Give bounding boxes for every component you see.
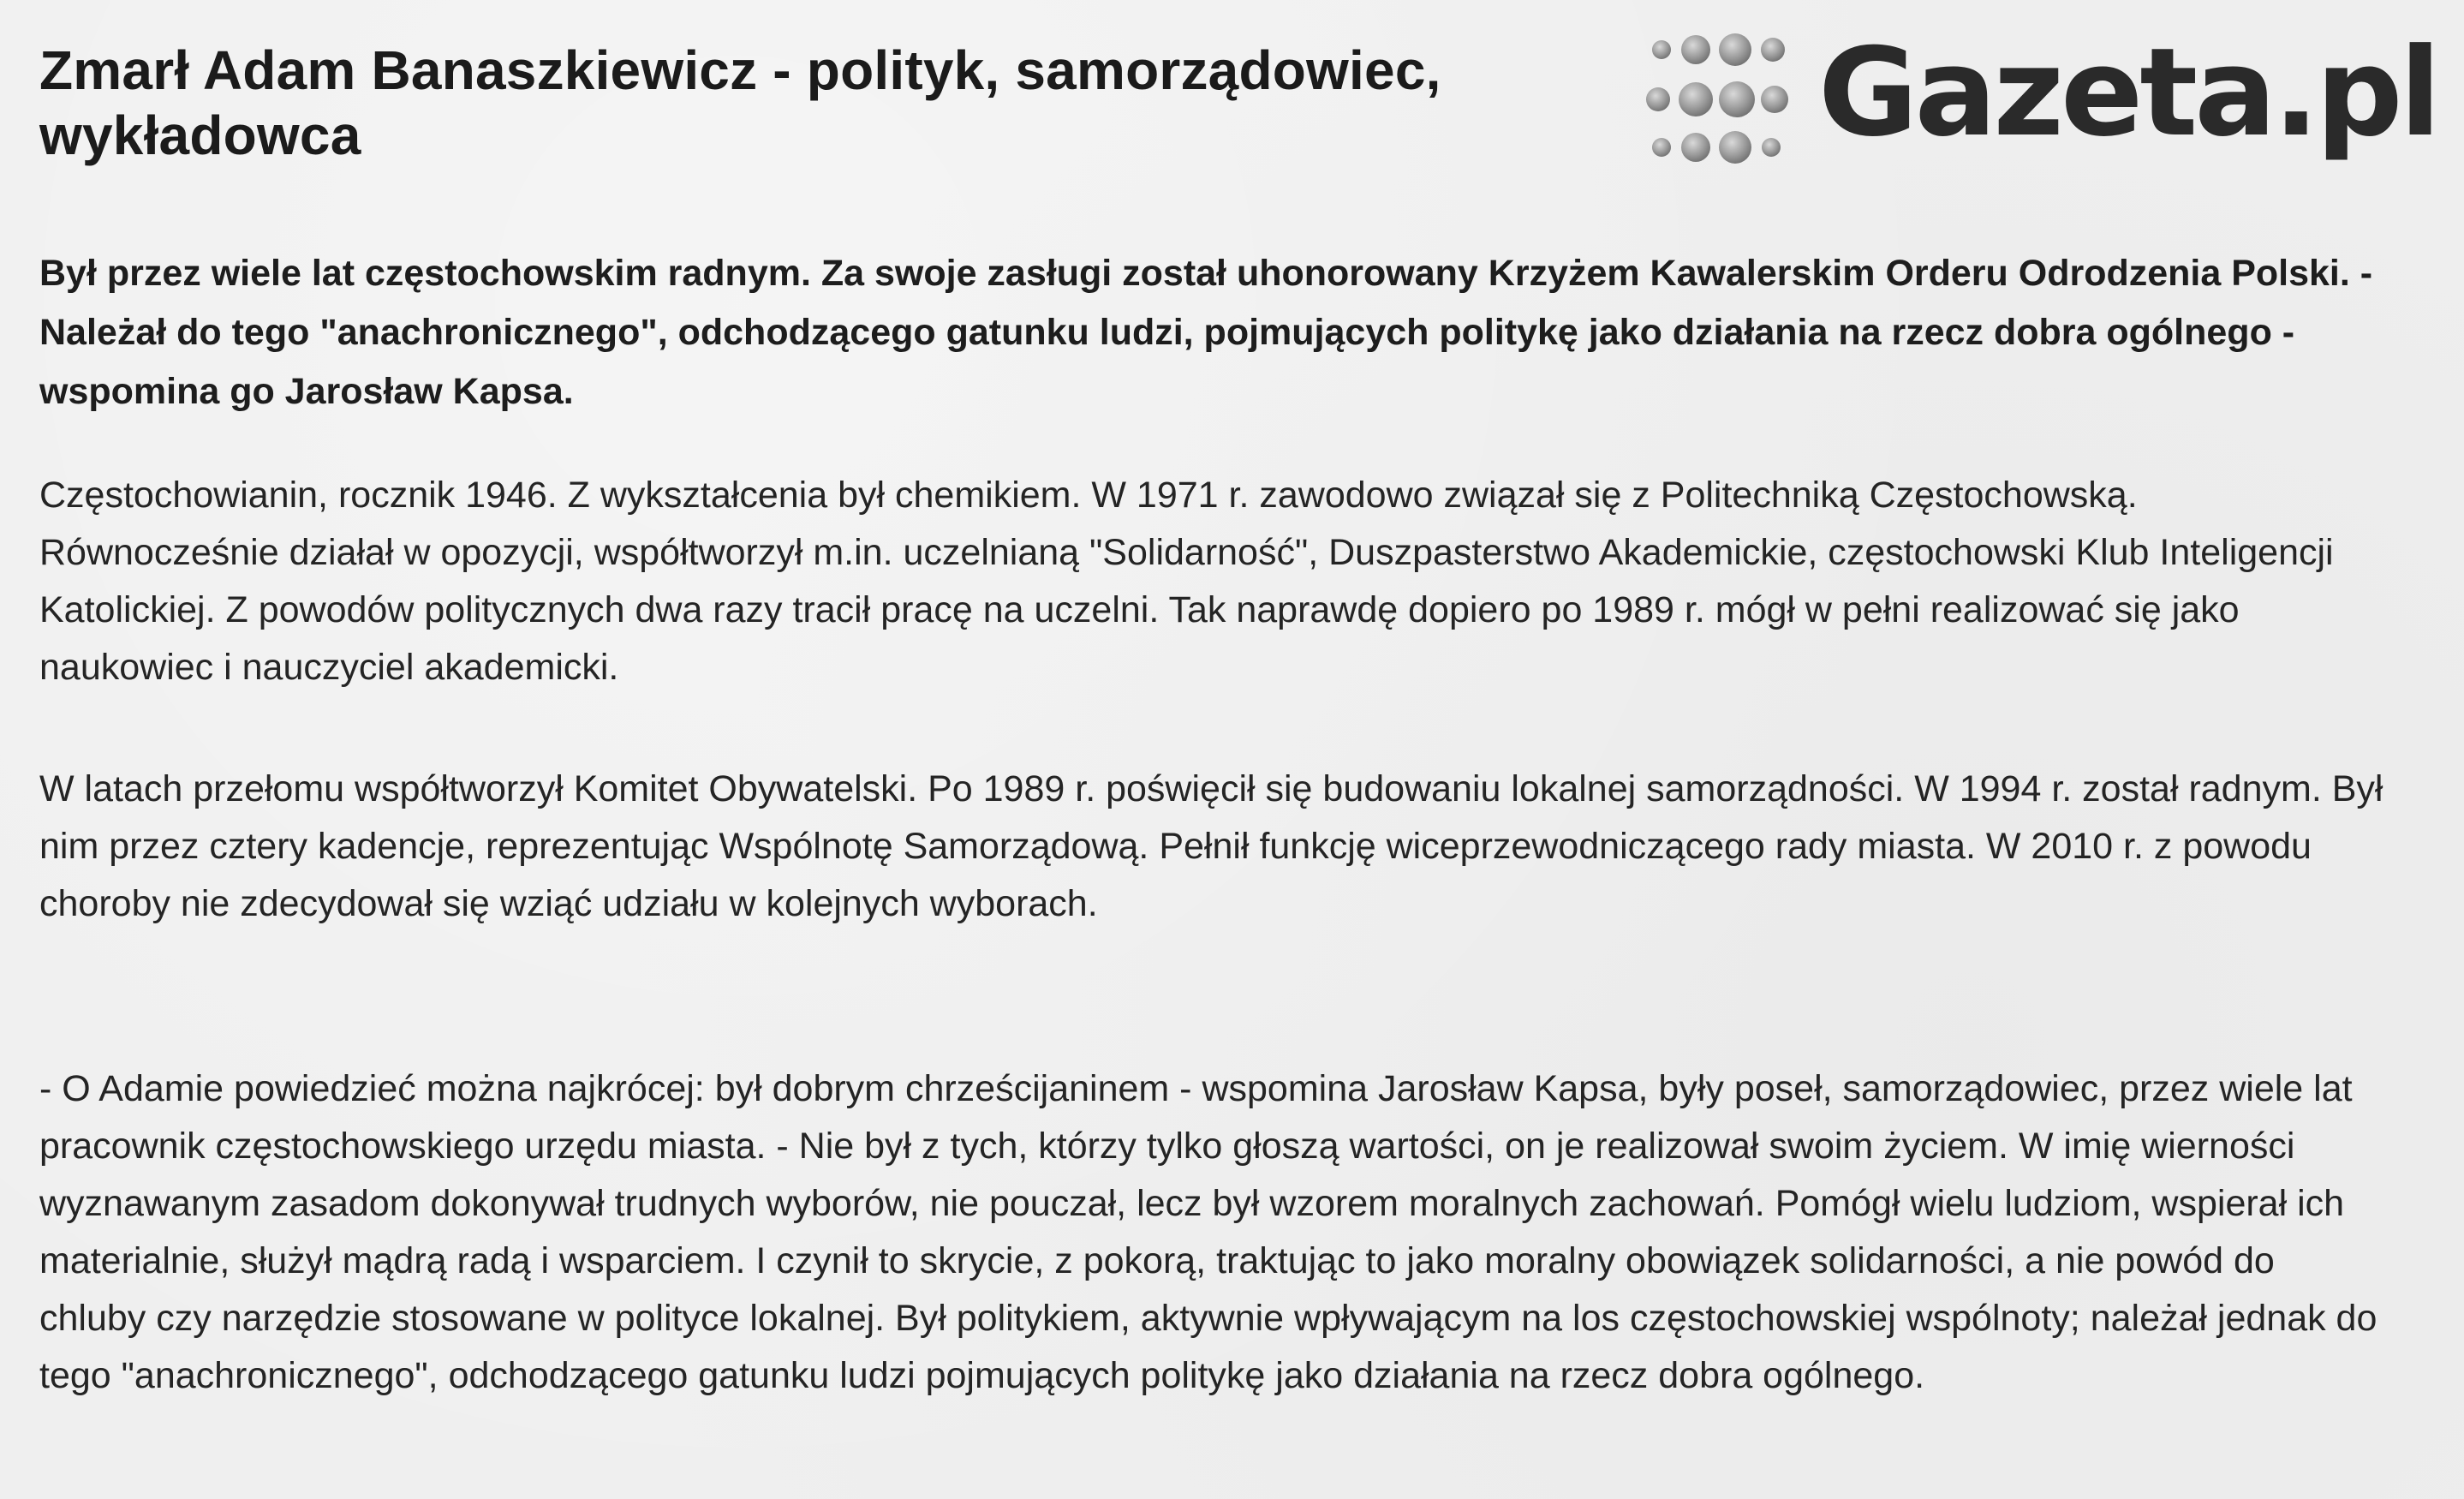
logo-wordmark: Gazeta.pl: [1818, 22, 2438, 164]
article-paragraph: - O Adamie powiedzieć można najkrócej: był dobrym chrześcijaninem - wspomina Jarosław Kapsa, były poseł, samorządowiec, przez wiele lat pracownik częstochowskiego urzędu miasta. - Nie był z tych, którzy tylko głoszą wartości, on je realizował swoim życiem. W imię wierności wyznawanym zasadom dokonywał trudnych wyborów, nie pouczał, lecz był wzorem moralnych zachowań. Pomógł wielu ludziom, wspierał ich materialnie, służył mądrą radą i wsparciem. I czynił to skrycie, z pokorą, traktując to jako moralny obowiązek solidarności, a nie powód do chluby czy narzędzie stosowane w polityce lokalnej. Był politykiem, aktywnie wpływającym na los częstochowskiej wspólnoty; należał jednak do tego "anachronicznego", odchodzącego gatunku ludzi pojmujących politykę jako działania na rzecz dobra ogólnego.: [39, 1068, 2377, 1396]
article-paragraph: W latach przełomu współtworzył Komitet Obywatelski. Po 1989 r. poświęcił się budowaniu lokalnej samorządności. W 1994 r. został radnym. Był nim przez cztery kadencje, reprezentując Wspólnotę Samorządową. Pełnił funkcję wiceprzewodniczącego rady miasta. W 2010 r. z powodu choroby nie zdecydował się wziąć udziału w kolejnych wyborach.: [39, 768, 2383, 924]
article-paragraph: Częstochowianin, rocznik 1946. Z wykształcenia był chemikiem. W 1971 r. zawodowo związał się z Politechniką Częstochowską. Równocześnie działał w opozycji, współtworzył m.in. uczelnianą "Solidarność", Duszpasterstwo Akademickie, częstochowski Klub Inteligencji Katolickiej. Z powodów politycznych dwa razy tracił pracę na uczelni. Tak naprawdę dopiero po 1989 r. mógł w pełni realizować się jako naukowiec i nauczyciel akademicki.: [39, 475, 2334, 688]
dot-grid-logo-icon: [1643, 26, 1797, 171]
article-lead: Był przez wiele lat częstochowskim radnym. Za swoje zasługi został uhonorowany Krzyżem Kawalerskim Orderu Odrodzenia Polski. - Należał do tego "anachronicznego", odchodzącego gatunku ludzi, pojmujących politykę jako działania na rzecz dobra ogólnego - wspomina go Jarosław Kapsa.: [39, 253, 2373, 412]
gazeta-logo: [1643, 22, 2438, 171]
article-title: Zmarł Adam Banaszkiewicz - polityk, samorządowiec, wykładowca: [39, 39, 1441, 166]
